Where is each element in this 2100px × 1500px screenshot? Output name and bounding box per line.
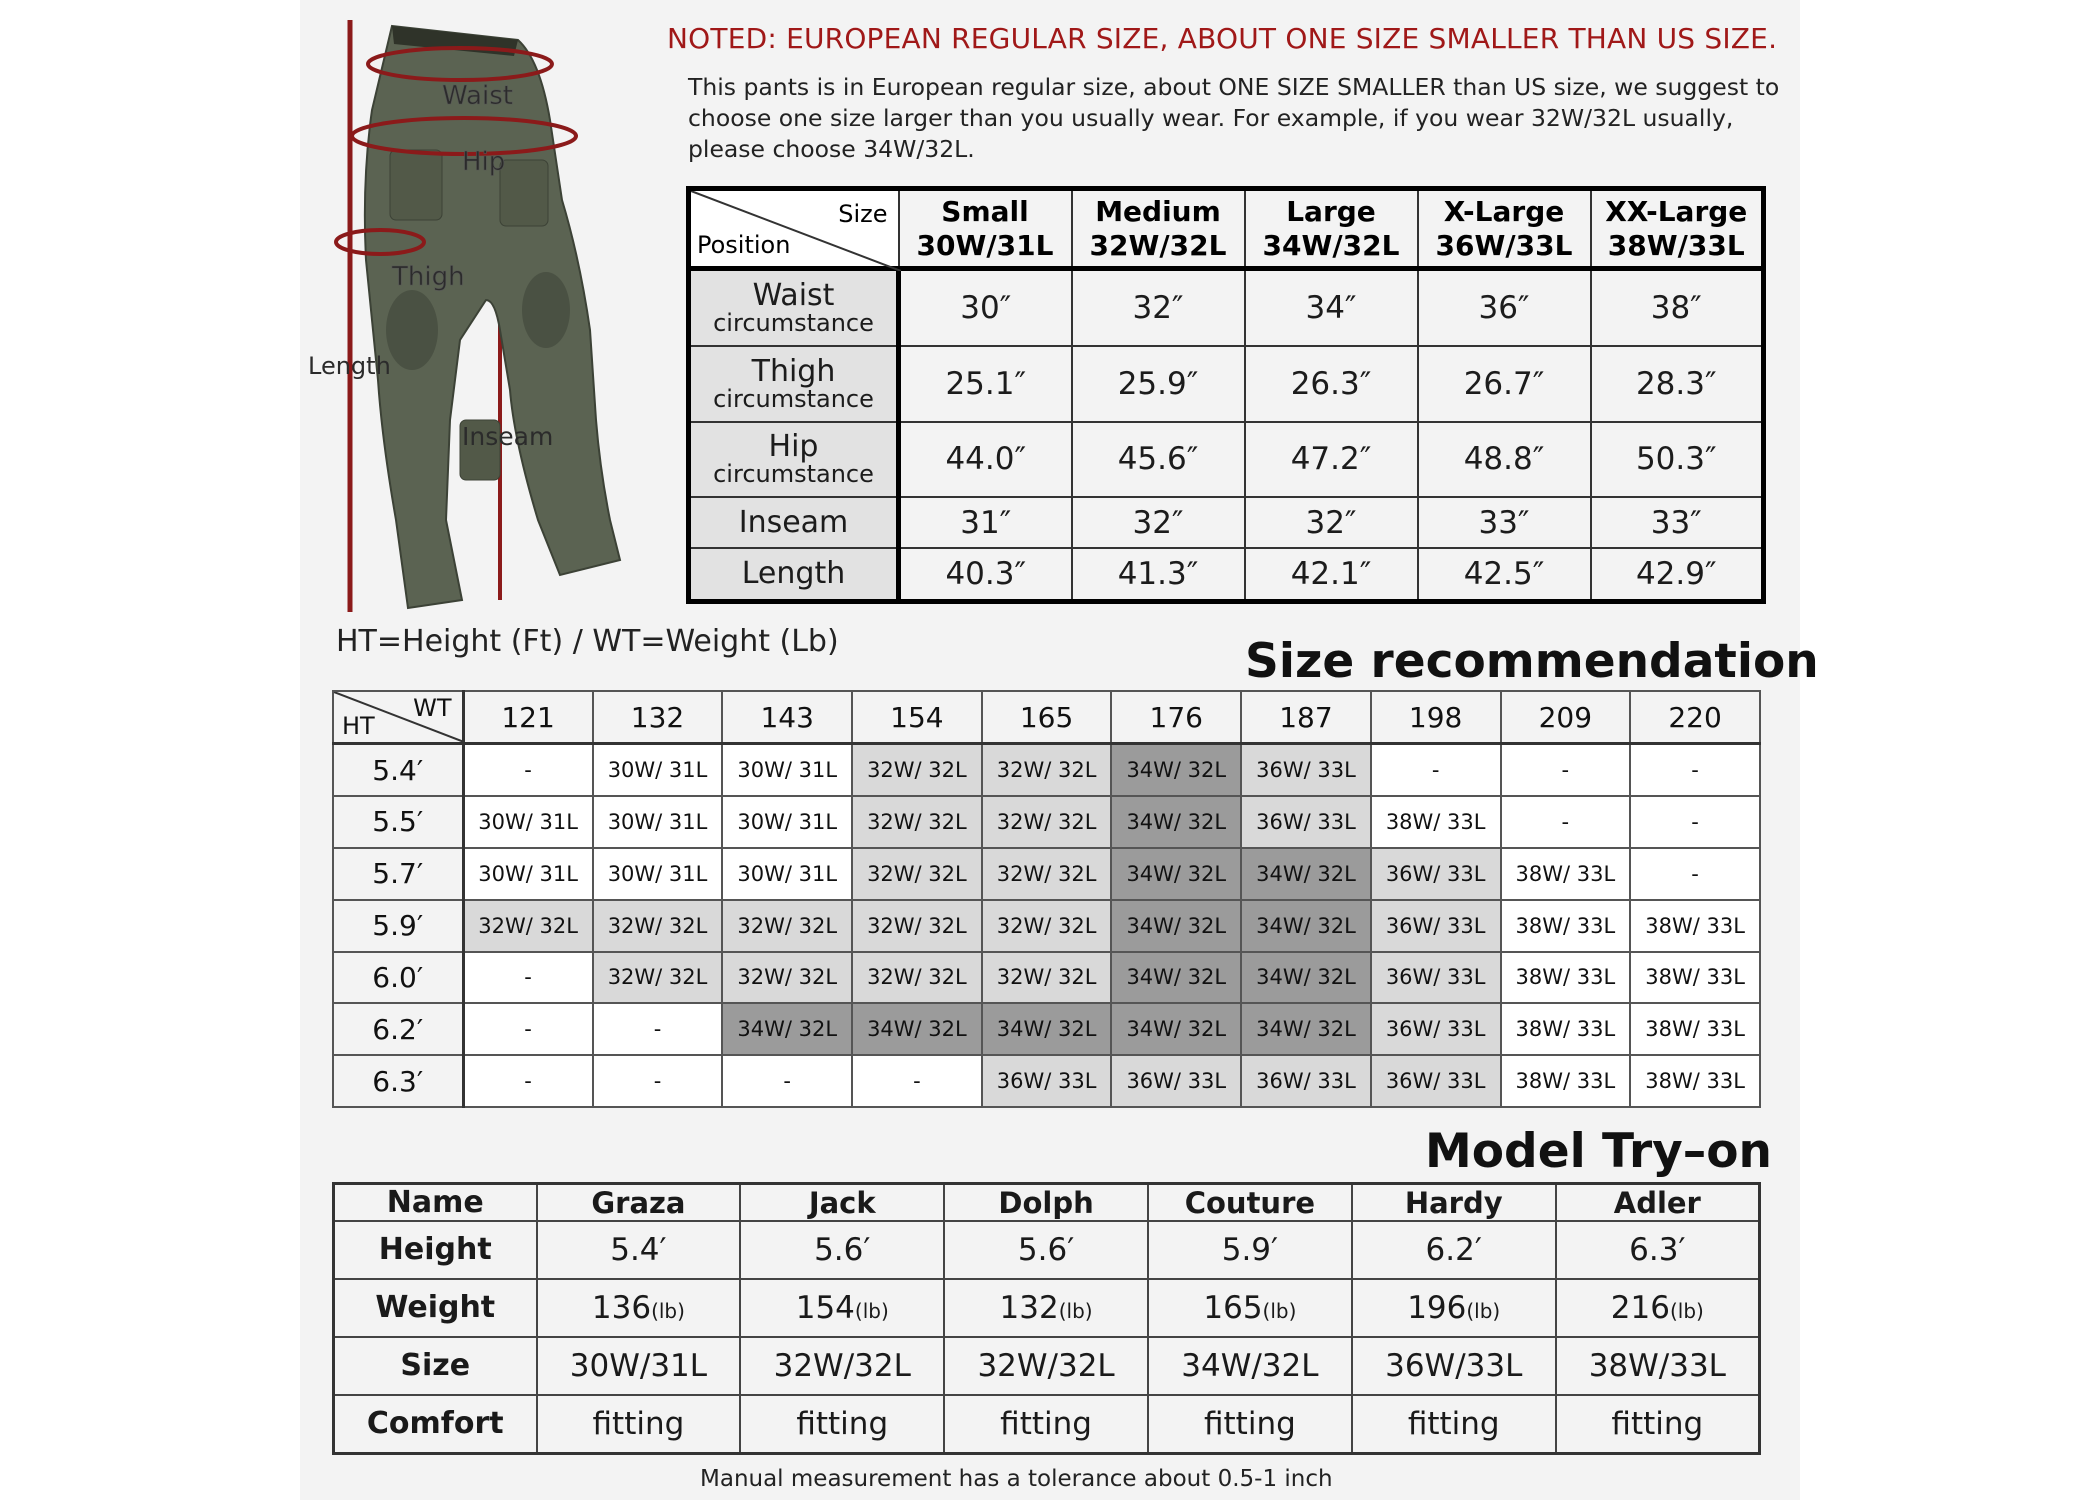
size-chart-row — [689, 269, 1764, 347]
model-attribute-row — [334, 1279, 1760, 1337]
recommended-size-cell: 36W/ 33L — [1371, 848, 1501, 900]
recommended-size-cell: - — [593, 1003, 723, 1055]
model-name-row — [334, 1184, 1760, 1222]
model-value-cell: 38W/33L — [1556, 1337, 1760, 1395]
recommended-size-cell: 36W/ 33L — [1241, 796, 1371, 848]
recommended-size-cell: 30W/ 31L — [593, 796, 723, 848]
recommended-size-cell: 32W/ 32L — [852, 796, 982, 848]
recommended-size-cell: 30W/ 31L — [722, 744, 852, 797]
recommended-size-cell: 34W/ 32L — [982, 1003, 1112, 1055]
model-value-cell: 5.4′ — [537, 1221, 741, 1279]
recommended-size-cell: 32W/ 32L — [722, 900, 852, 952]
weight-header-cell: 165 — [982, 691, 1112, 744]
recommended-size-cell: - — [852, 1055, 982, 1107]
recommended-size-cell: 34W/ 32L — [1241, 952, 1371, 1004]
measurement-cell: 34″ — [1245, 269, 1418, 347]
recommended-size-cell: - — [463, 744, 593, 797]
size-header-cell: X-Large 36W/33L — [1418, 189, 1591, 269]
size-header-cell: Medium 32W/32L — [1072, 189, 1245, 269]
model-tryon-table — [332, 1182, 1761, 1455]
model-value-cell: 6.2′ — [1352, 1221, 1556, 1279]
knee-pad-left — [386, 290, 438, 370]
recommended-size-cell: 36W/ 33L — [1371, 952, 1501, 1004]
hip-label: Hip — [462, 147, 506, 177]
height-row — [333, 1055, 1760, 1107]
name-header: Name — [334, 1184, 537, 1222]
recommended-size-cell: - — [722, 1055, 852, 1107]
measurement-cell: 44.0″ — [899, 422, 1072, 497]
size-header-cell: Small 30W/31L — [899, 189, 1072, 269]
weight-unit: (lb) — [651, 1298, 685, 1323]
pants-illustration — [300, 0, 690, 620]
height-row — [333, 900, 1760, 952]
height-label-cell: 5.4′ — [333, 744, 463, 797]
measurement-cell: 42.9″ — [1591, 548, 1764, 601]
recommended-size-cell: - — [1630, 744, 1760, 797]
corner-wt-label: WT — [413, 694, 452, 722]
tolerance-footnote: Manual measurement has a tolerance about 0.5-1 inch — [700, 1466, 1333, 1492]
model-value-cell: fitting — [537, 1395, 741, 1454]
model-tryon-title: Model Try–on — [1425, 1124, 1773, 1179]
model-value-cell: 32W/32L — [944, 1337, 1148, 1395]
model-name-cell: Dolph — [944, 1184, 1148, 1222]
size-chart-row — [689, 346, 1764, 421]
weight-header-cell: 176 — [1111, 691, 1241, 744]
weight-header-cell: 220 — [1630, 691, 1760, 744]
recommended-size-cell: 36W/ 33L — [982, 1055, 1112, 1107]
model-value-cell: fitting — [740, 1395, 944, 1454]
measurement-cell: 30″ — [899, 269, 1072, 347]
weight-header-cell: 121 — [463, 691, 593, 744]
model-value-cell: 165(lb) — [1148, 1279, 1352, 1337]
model-value-cell: 154(lb) — [740, 1279, 944, 1337]
model-value-cell: 30W/31L — [537, 1337, 741, 1395]
recommended-size-cell: 30W/ 31L — [593, 848, 723, 900]
model-attribute-row — [334, 1221, 1760, 1279]
weight-unit: (lb) — [1669, 1298, 1704, 1323]
height-row — [333, 848, 1760, 900]
model-value-cell: 6.3′ — [1556, 1221, 1760, 1279]
size-header-cell: Large 34W/32L — [1245, 189, 1418, 269]
recommended-size-cell: 32W/ 32L — [982, 900, 1112, 952]
recommended-size-cell: 32W/ 32L — [593, 900, 723, 952]
recommended-size-cell: - — [593, 1055, 723, 1107]
recommended-size-cell: - — [1501, 744, 1631, 797]
waist-label: Waist — [442, 81, 513, 111]
height-label-cell: 6.3′ — [333, 1055, 463, 1107]
height-label-cell: 6.2′ — [333, 1003, 463, 1055]
measurement-cell: 32″ — [1245, 497, 1418, 548]
recommended-size-cell: 32W/ 32L — [852, 900, 982, 952]
recommended-size-cell: 34W/ 32L — [1111, 1003, 1241, 1055]
recommended-size-cell: - — [463, 952, 593, 1004]
measurement-cell: 48.8″ — [1418, 422, 1591, 497]
model-name-cell: Jack — [740, 1184, 944, 1222]
height-label-cell: 5.5′ — [333, 796, 463, 848]
recommended-size-cell: 38W/ 33L — [1501, 952, 1631, 1004]
recommended-size-cell: 30W/ 31L — [463, 796, 593, 848]
weight-header-row — [333, 691, 1760, 744]
recommended-size-cell: 30W/ 31L — [722, 848, 852, 900]
recommended-size-cell: - — [463, 1055, 593, 1107]
model-value-cell: 5.6′ — [944, 1221, 1148, 1279]
recommended-size-cell: 38W/ 33L — [1501, 1055, 1631, 1107]
recommended-size-cell: 34W/ 32L — [722, 1003, 852, 1055]
weight-unit: (lb) — [1058, 1298, 1093, 1323]
measurement-cell: 36″ — [1418, 269, 1591, 347]
measurement-cell: 33″ — [1418, 497, 1591, 548]
attribute-label-cell: Size — [334, 1337, 537, 1395]
recommended-size-cell: - — [1630, 796, 1760, 848]
weight-unit: (lb) — [1466, 1298, 1501, 1323]
model-attribute-row — [334, 1337, 1760, 1395]
model-value-cell: 216(lb) — [1556, 1279, 1760, 1337]
recommended-size-cell: 38W/ 33L — [1630, 1003, 1760, 1055]
recommended-size-cell: 36W/ 33L — [1111, 1055, 1241, 1107]
notice-title: NOTED: EUROPEAN REGULAR SIZE, ABOUT ONE SIZE SMALLER THAN US SIZE. — [667, 22, 1778, 55]
recommended-size-cell: 34W/ 32L — [1111, 952, 1241, 1004]
size-chart-row — [689, 422, 1764, 497]
measurement-cell: 40.3″ — [899, 548, 1072, 601]
model-value-cell: 196(lb) — [1352, 1279, 1556, 1337]
attribute-label-cell: Comfort — [334, 1395, 537, 1454]
model-value-cell: fitting — [1556, 1395, 1760, 1454]
recommended-size-cell: 38W/ 33L — [1501, 848, 1631, 900]
height-label-cell: 6.0′ — [333, 952, 463, 1004]
thigh-label: Thigh — [392, 262, 465, 292]
weight-header-cell: 154 — [852, 691, 982, 744]
height-label-cell: 5.7′ — [333, 848, 463, 900]
weight-header-cell: 209 — [1501, 691, 1631, 744]
weight-unit: (lb) — [1262, 1298, 1297, 1323]
ht-wt-corner — [333, 691, 463, 744]
size-header-row — [689, 189, 1764, 269]
recommended-size-cell: 30W/ 31L — [722, 796, 852, 848]
recommended-size-cell: 34W/ 32L — [1111, 848, 1241, 900]
recommended-size-cell: 32W/ 32L — [982, 848, 1112, 900]
recommended-size-cell: 38W/ 33L — [1501, 900, 1631, 952]
measurement-cell: 42.5″ — [1418, 548, 1591, 601]
height-label-cell: 5.9′ — [333, 900, 463, 952]
recommended-size-cell: 32W/ 32L — [593, 952, 723, 1004]
measurement-cell: 26.7″ — [1418, 346, 1591, 421]
measurement-cell: 28.3″ — [1591, 346, 1764, 421]
model-value-cell: 5.9′ — [1148, 1221, 1352, 1279]
recommended-size-cell: 32W/ 32L — [852, 952, 982, 1004]
height-row — [333, 744, 1760, 797]
recommended-size-cell: 38W/ 33L — [1630, 952, 1760, 1004]
model-value-cell: 36W/33L — [1352, 1337, 1556, 1395]
measurement-cell: 31″ — [899, 497, 1072, 548]
size-recommendation-title: Size recommendation — [1245, 634, 1819, 689]
recommended-size-cell: 36W/ 33L — [1371, 1055, 1501, 1107]
model-name-cell: Hardy — [1352, 1184, 1556, 1222]
size-chart-row — [689, 497, 1764, 548]
model-attribute-row — [334, 1395, 1760, 1454]
recommended-size-cell: 34W/ 32L — [1241, 1003, 1371, 1055]
model-value-cell: 136(lb) — [537, 1279, 741, 1337]
recommended-size-cell: 34W/ 32L — [1111, 900, 1241, 952]
recommended-size-cell: - — [463, 1003, 593, 1055]
model-name-cell: Adler — [1556, 1184, 1760, 1222]
recommended-size-cell: - — [1501, 796, 1631, 848]
height-row — [333, 952, 1760, 1004]
recommended-size-cell: 32W/ 32L — [722, 952, 852, 1004]
measurement-cell: 33″ — [1591, 497, 1764, 548]
knee-pad-right — [522, 272, 570, 348]
model-value-cell: 34W/32L — [1148, 1337, 1352, 1395]
height-row — [333, 796, 1760, 848]
weight-header-cell: 143 — [722, 691, 852, 744]
recommended-size-cell: - — [1630, 848, 1760, 900]
measurement-cell: 47.2″ — [1245, 422, 1418, 497]
inseam-label: Inseam — [462, 422, 554, 451]
recommended-size-cell: 32W/ 32L — [852, 848, 982, 900]
measurement-cell: 32″ — [1072, 497, 1245, 548]
measurement-cell: 45.6″ — [1072, 422, 1245, 497]
position-label-cell: Inseam — [689, 497, 899, 548]
measurement-cell: 50.3″ — [1591, 422, 1764, 497]
model-value-cell: fitting — [1352, 1395, 1556, 1454]
corner-ht-label: HT — [342, 712, 375, 740]
measurement-cell: 32″ — [1072, 269, 1245, 347]
size-recommendation-table — [332, 690, 1761, 1108]
recommended-size-cell: 38W/ 33L — [1371, 796, 1501, 848]
recommended-size-cell: 32W/ 32L — [852, 744, 982, 797]
recommended-size-cell: 38W/ 33L — [1630, 900, 1760, 952]
recommended-size-cell: 36W/ 33L — [1371, 900, 1501, 952]
weight-header-cell: 187 — [1241, 691, 1371, 744]
recommended-size-cell: 32W/ 32L — [982, 952, 1112, 1004]
position-label-cell: Waist circumstance — [689, 269, 899, 347]
model-value-cell: 132(lb) — [944, 1279, 1148, 1337]
ht-wt-legend: HT=Height (Ft) / WT=Weight (Lb) — [336, 624, 839, 659]
recommended-size-cell: 30W/ 31L — [463, 848, 593, 900]
recommended-size-cell: 36W/ 33L — [1241, 1055, 1371, 1107]
weight-header-cell: 132 — [593, 691, 723, 744]
recommended-size-cell: 36W/ 33L — [1371, 1003, 1501, 1055]
corner-position-label: Position — [697, 231, 791, 259]
position-label-cell: Thigh circumstance — [689, 346, 899, 421]
measurement-cell: 42.1″ — [1245, 548, 1418, 601]
model-value-cell: 32W/32L — [740, 1337, 944, 1395]
recommended-size-cell: 32W/ 32L — [463, 900, 593, 952]
position-label-cell: Length — [689, 548, 899, 601]
recommended-size-cell: 38W/ 33L — [1630, 1055, 1760, 1107]
recommended-size-cell: 34W/ 32L — [1111, 796, 1241, 848]
recommended-size-cell: 32W/ 32L — [982, 744, 1112, 797]
measurement-cell: 41.3″ — [1072, 548, 1245, 601]
recommended-size-cell: 36W/ 33L — [1241, 744, 1371, 797]
recommended-size-cell: 34W/ 32L — [1241, 900, 1371, 952]
size-position-corner — [689, 189, 899, 269]
model-value-cell: fitting — [1148, 1395, 1352, 1454]
height-row — [333, 1003, 1760, 1055]
recommended-size-cell: 34W/ 32L — [852, 1003, 982, 1055]
recommended-size-cell: 34W/ 32L — [1241, 848, 1371, 900]
measurement-cell: 38″ — [1591, 269, 1764, 347]
recommended-size-cell: 38W/ 33L — [1501, 1003, 1631, 1055]
position-label-cell: Hip circumstance — [689, 422, 899, 497]
size-chart-table — [686, 186, 1766, 604]
model-value-cell: 5.6′ — [740, 1221, 944, 1279]
corner-size-label: Size — [838, 200, 888, 228]
weight-unit: (lb) — [854, 1298, 889, 1323]
notice-body: This pants is in European regular size, about ONE SIZE SMALLER than US size, we suggest to choose one size larger than you usually wear. For example, if you wear 32W/32L usually, please choose 34W/32L. — [688, 73, 1780, 163]
measurement-cell: 26.3″ — [1245, 346, 1418, 421]
recommended-size-cell: 30W/ 31L — [593, 744, 723, 797]
model-name-cell: Graza — [537, 1184, 741, 1222]
attribute-label-cell: Weight — [334, 1279, 537, 1337]
recommended-size-cell: - — [1371, 744, 1501, 797]
measurement-cell: 25.1″ — [899, 346, 1072, 421]
model-name-cell: Couture — [1148, 1184, 1352, 1222]
weight-header-cell: 198 — [1371, 691, 1501, 744]
attribute-label-cell: Height — [334, 1221, 537, 1279]
size-header-cell: XX-Large 38W/33L — [1591, 189, 1764, 269]
length-label: Length — [308, 352, 391, 380]
measurement-cell: 25.9″ — [1072, 346, 1245, 421]
model-value-cell: fitting — [944, 1395, 1148, 1454]
recommended-size-cell: 34W/ 32L — [1111, 744, 1241, 797]
size-chart-row — [689, 548, 1764, 601]
recommended-size-cell: 32W/ 32L — [982, 796, 1112, 848]
